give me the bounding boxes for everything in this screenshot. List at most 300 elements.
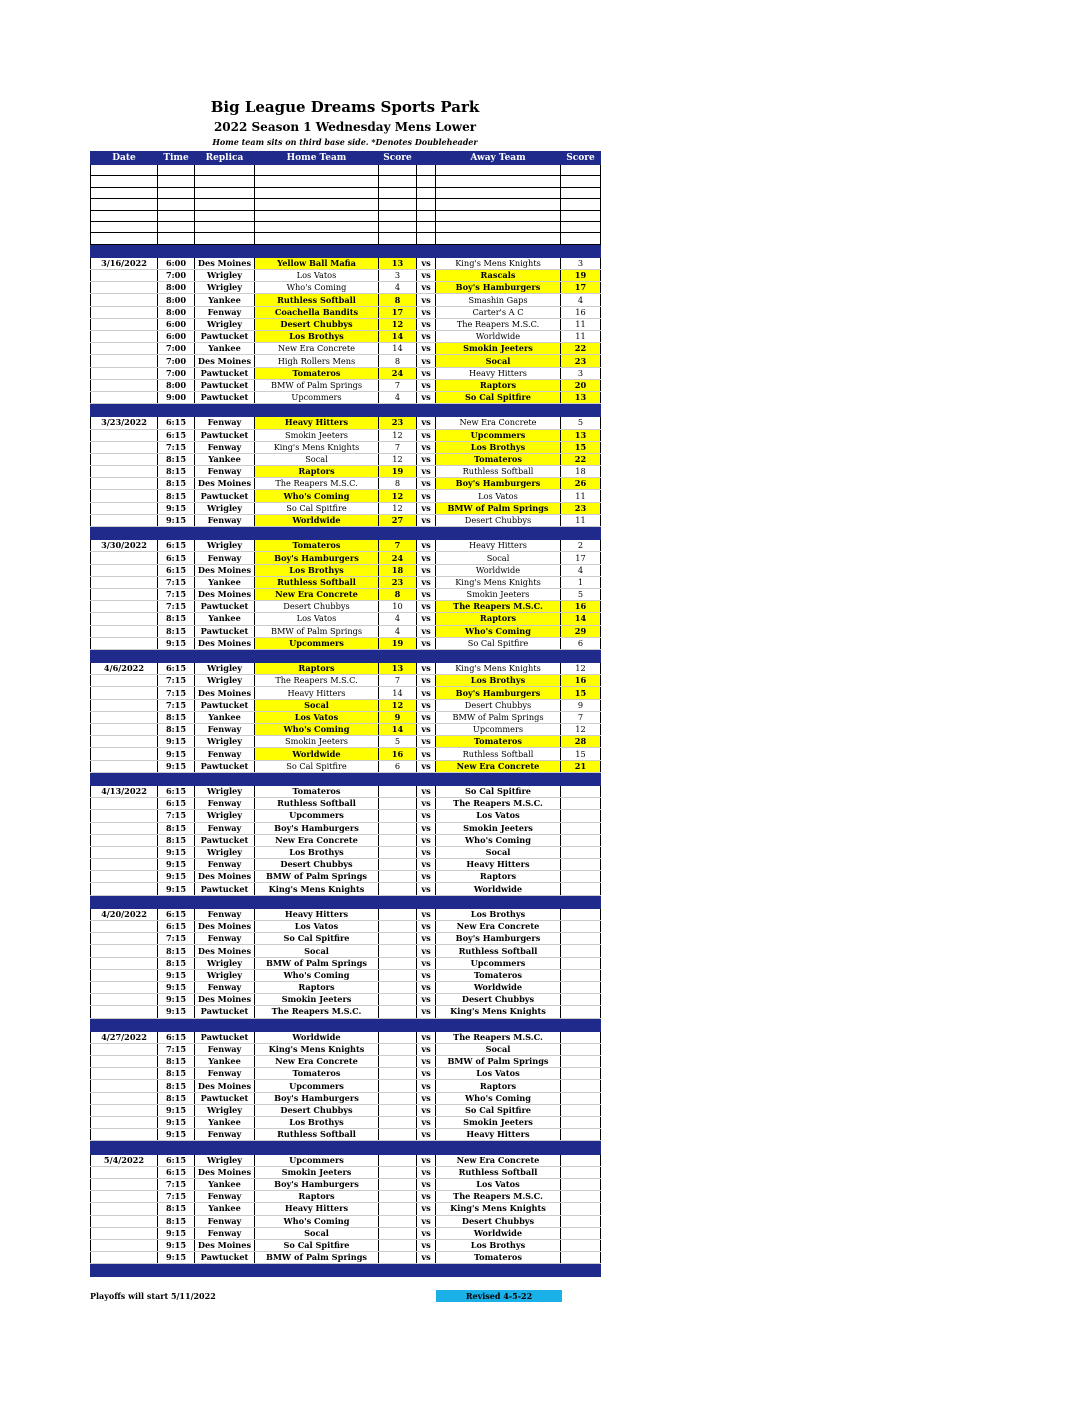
away-score: [561, 969, 601, 981]
game-date: [91, 318, 158, 330]
game-replica: Des Moines: [195, 945, 255, 957]
home-score: [379, 969, 417, 981]
game-time: 9:15: [158, 637, 195, 649]
vs-label: vs: [417, 282, 436, 294]
home-team: Tomateros: [255, 367, 379, 379]
vs-label: vs: [417, 687, 436, 699]
vs-label: vs: [417, 540, 436, 552]
week-separator: [91, 895, 601, 908]
blank-cell: [91, 221, 158, 232]
home-score: 12: [379, 699, 417, 711]
away-team: Desert Chubbys: [436, 699, 561, 711]
game-replica: Wrigley: [195, 675, 255, 687]
game-date: [91, 391, 158, 403]
game-time: 8:15: [158, 1215, 195, 1227]
game-replica: Yankee: [195, 453, 255, 465]
vs-label: vs: [417, 834, 436, 846]
home-team: Smokin Jeeters: [255, 429, 379, 441]
vs-label: vs: [417, 514, 436, 526]
vs-label: vs: [417, 711, 436, 723]
separator-cell: [91, 1018, 158, 1031]
blank-row: [91, 176, 601, 187]
home-score: [379, 933, 417, 945]
blank-cell: [561, 176, 601, 187]
game-date: [91, 343, 158, 355]
game-replica: Wrigley: [195, 1154, 255, 1166]
home-score: [379, 908, 417, 920]
game-date: [91, 1006, 158, 1018]
game-row: [91, 282, 601, 294]
game-replica: Fenway: [195, 417, 255, 429]
away-team: Worldwide: [436, 331, 561, 343]
blank-cell: [436, 176, 561, 187]
away-team: Los Vatos: [436, 1068, 561, 1080]
vs-label: vs: [417, 1227, 436, 1239]
away-score: 15: [561, 441, 601, 453]
vs-label: vs: [417, 846, 436, 858]
game-replica: Pawtucket: [195, 834, 255, 846]
game-time: 9:15: [158, 760, 195, 772]
blank-cell: [561, 233, 601, 244]
game-row: [91, 379, 601, 391]
game-row: [91, 1191, 601, 1203]
home-team: Upcommers: [255, 391, 379, 403]
page-title: Big League Dreams Sports Park: [210, 98, 480, 116]
week-separator: [91, 649, 601, 662]
away-score: [561, 798, 601, 810]
game-replica: Fenway: [195, 514, 255, 526]
separator-cell: [417, 895, 436, 908]
game-replica: Pawtucket: [195, 699, 255, 711]
home-team: So Cal Spitfire: [255, 933, 379, 945]
game-row: [91, 355, 601, 367]
game-date: [91, 429, 158, 441]
vs-label: vs: [417, 822, 436, 834]
game-time: 6:15: [158, 540, 195, 552]
game-replica: Pawtucket: [195, 367, 255, 379]
game-date: [91, 379, 158, 391]
game-date: [91, 1056, 158, 1068]
game-date: [91, 969, 158, 981]
game-date: [91, 798, 158, 810]
home-score: 7: [379, 540, 417, 552]
away-team: The Reapers M.S.C.: [436, 601, 561, 613]
game-replica: Des Moines: [195, 1166, 255, 1178]
away-team: Smokin Jeeters: [436, 343, 561, 355]
away-score: [561, 1166, 601, 1178]
away-score: [561, 846, 601, 858]
vs-label: vs: [417, 1006, 436, 1018]
home-team: Ruthless Softball: [255, 294, 379, 306]
game-date: 4/6/2022: [91, 663, 158, 675]
game-time: 8:15: [158, 957, 195, 969]
game-replica: Yankee: [195, 1203, 255, 1215]
game-time: 6:15: [158, 1031, 195, 1043]
game-time: 6:15: [158, 798, 195, 810]
blank-cell: [195, 199, 255, 210]
away-score: [561, 883, 601, 895]
blank-cell: [255, 187, 379, 198]
away-score: [561, 1043, 601, 1055]
game-row: [91, 306, 601, 318]
separator-cell: [158, 404, 195, 417]
separator-cell: [255, 244, 379, 257]
away-score: 12: [561, 663, 601, 675]
blank-cell: [158, 199, 195, 210]
home-team: Boy's Hamburgers: [255, 1178, 379, 1190]
separator-cell: [417, 649, 436, 662]
home-team: Heavy Hitters: [255, 908, 379, 920]
home-team: New Era Concrete: [255, 834, 379, 846]
game-date: [91, 1104, 158, 1116]
home-score: 14: [379, 687, 417, 699]
vs-label: vs: [417, 933, 436, 945]
blank-cell: [158, 187, 195, 198]
home-score: 27: [379, 514, 417, 526]
game-date: [91, 748, 158, 760]
game-row: [91, 1080, 601, 1092]
home-team: Raptors: [255, 981, 379, 993]
away-team: King's Mens Knights: [436, 663, 561, 675]
game-row: [91, 1227, 601, 1239]
away-team: Los Brothys: [436, 441, 561, 453]
vs-label: vs: [417, 343, 436, 355]
home-score: 3: [379, 270, 417, 282]
away-team: Tomateros: [436, 969, 561, 981]
blank-cell: [158, 165, 195, 176]
away-team: Who's Coming: [436, 1092, 561, 1104]
separator-cell: [379, 772, 417, 785]
separator-cell: [417, 1141, 436, 1154]
game-replica: Pawtucket: [195, 379, 255, 391]
away-team: Ruthless Softball: [436, 945, 561, 957]
game-replica: Wrigley: [195, 502, 255, 514]
away-team: Desert Chubbys: [436, 994, 561, 1006]
game-date: [91, 994, 158, 1006]
home-score: 8: [379, 294, 417, 306]
vs-label: vs: [417, 908, 436, 920]
game-row: [91, 921, 601, 933]
away-score: [561, 957, 601, 969]
game-time: 8:15: [158, 1092, 195, 1104]
separator-cell: [158, 649, 195, 662]
col-header-away-team: Away Team: [436, 152, 561, 165]
game-replica: Pawtucket: [195, 391, 255, 403]
home-score: 24: [379, 367, 417, 379]
game-replica: Fenway: [195, 306, 255, 318]
away-team: Socal: [436, 1043, 561, 1055]
vs-label: vs: [417, 883, 436, 895]
separator-cell: [91, 527, 158, 540]
away-score: 22: [561, 343, 601, 355]
home-team: BMW of Palm Springs: [255, 625, 379, 637]
game-replica: Yankee: [195, 711, 255, 723]
blank-cell: [379, 233, 417, 244]
game-replica: Fenway: [195, 1129, 255, 1141]
game-row: [91, 478, 601, 490]
vs-label: vs: [417, 379, 436, 391]
away-team: Worldwide: [436, 1227, 561, 1239]
col-header-time: Time: [158, 152, 195, 165]
separator-cell: [195, 244, 255, 257]
separator-cell: [379, 244, 417, 257]
home-score: [379, 822, 417, 834]
vs-label: vs: [417, 1092, 436, 1104]
blank-cell: [417, 221, 436, 232]
vs-label: vs: [417, 453, 436, 465]
away-score: 13: [561, 391, 601, 403]
game-date: 4/20/2022: [91, 908, 158, 920]
game-row: [91, 613, 601, 625]
game-row: [91, 429, 601, 441]
game-time: 8:15: [158, 490, 195, 502]
col-header-replica: Replica: [195, 152, 255, 165]
home-team: Raptors: [255, 1191, 379, 1203]
separator-cell: [195, 1141, 255, 1154]
home-team: Tomateros: [255, 785, 379, 797]
separator-cell: [255, 1264, 379, 1277]
game-row: [91, 367, 601, 379]
home-team: Smokin Jeeters: [255, 1166, 379, 1178]
game-replica: Wrigley: [195, 846, 255, 858]
game-row: [91, 663, 601, 675]
blank-cell: [158, 176, 195, 187]
away-score: [561, 994, 601, 1006]
vs-label: vs: [417, 748, 436, 760]
home-score: [379, 1227, 417, 1239]
game-row: [91, 490, 601, 502]
away-score: 28: [561, 736, 601, 748]
revised-badge: Revised 4-5-22: [436, 1290, 562, 1302]
away-team: Los Brothys: [436, 1239, 561, 1251]
vs-label: vs: [417, 391, 436, 403]
home-team: BMW of Palm Springs: [255, 871, 379, 883]
blank-cell: [561, 199, 601, 210]
game-time: 6:15: [158, 1154, 195, 1166]
home-score: [379, 859, 417, 871]
separator-cell: [158, 1018, 195, 1031]
vs-label: vs: [417, 502, 436, 514]
home-team: Coachella Bandits: [255, 306, 379, 318]
game-time: 7:15: [158, 687, 195, 699]
home-score: [379, 1239, 417, 1251]
blank-cell: [436, 187, 561, 198]
home-team: Raptors: [255, 466, 379, 478]
separator-cell: [561, 772, 601, 785]
home-score: 24: [379, 552, 417, 564]
game-time: 8:15: [158, 822, 195, 834]
home-team: So Cal Spitfire: [255, 760, 379, 772]
home-score: [379, 1068, 417, 1080]
away-score: [561, 1092, 601, 1104]
vs-label: vs: [417, 760, 436, 772]
blank-cell: [195, 187, 255, 198]
game-row: [91, 331, 601, 343]
game-time: 7:15: [158, 588, 195, 600]
blank-cell: [436, 199, 561, 210]
game-time: 9:15: [158, 1006, 195, 1018]
separator-cell: [417, 244, 436, 257]
separator-cell: [561, 1018, 601, 1031]
separator-cell: [379, 895, 417, 908]
blank-cell: [417, 187, 436, 198]
game-replica: Fenway: [195, 933, 255, 945]
game-row: [91, 760, 601, 772]
game-replica: Pawtucket: [195, 1252, 255, 1264]
away-score: 15: [561, 748, 601, 760]
game-date: [91, 367, 158, 379]
away-team: Socal: [436, 355, 561, 367]
week-separator: [91, 527, 601, 540]
separator-cell: [379, 527, 417, 540]
away-team: Tomateros: [436, 736, 561, 748]
game-replica: Yankee: [195, 1178, 255, 1190]
away-team: Los Vatos: [436, 810, 561, 822]
game-row: [91, 270, 601, 282]
game-replica: Pawtucket: [195, 429, 255, 441]
game-row: [91, 724, 601, 736]
game-row: [91, 798, 601, 810]
game-row: [91, 933, 601, 945]
game-replica: Wrigley: [195, 969, 255, 981]
home-score: 19: [379, 637, 417, 649]
home-score: 13: [379, 663, 417, 675]
away-score: [561, 1068, 601, 1080]
blank-cell: [195, 210, 255, 221]
home-score: 7: [379, 441, 417, 453]
home-team: Yellow Ball Mafia: [255, 257, 379, 269]
home-team: So Cal Spitfire: [255, 1239, 379, 1251]
home-score: [379, 957, 417, 969]
blank-cell: [255, 221, 379, 232]
vs-label: vs: [417, 367, 436, 379]
away-score: [561, 1154, 601, 1166]
game-time: 6:15: [158, 417, 195, 429]
game-time: 8:00: [158, 282, 195, 294]
away-score: [561, 822, 601, 834]
game-time: 9:15: [158, 871, 195, 883]
home-team: Ruthless Softball: [255, 1129, 379, 1141]
home-score: [379, 810, 417, 822]
away-team: Ruthless Softball: [436, 748, 561, 760]
home-team: Smokin Jeeters: [255, 994, 379, 1006]
away-score: 16: [561, 306, 601, 318]
game-row: [91, 1178, 601, 1190]
col-header-date: Date: [91, 152, 158, 165]
game-time: 8:15: [158, 613, 195, 625]
game-date: [91, 270, 158, 282]
game-time: 6:15: [158, 908, 195, 920]
home-team: Desert Chubbys: [255, 601, 379, 613]
game-row: [91, 318, 601, 330]
away-team: Los Vatos: [436, 490, 561, 502]
away-score: 12: [561, 724, 601, 736]
away-team: King's Mens Knights: [436, 1203, 561, 1215]
home-score: 10: [379, 601, 417, 613]
away-team: The Reapers M.S.C.: [436, 318, 561, 330]
game-replica: Yankee: [195, 294, 255, 306]
blank-cell: [379, 165, 417, 176]
game-replica: Fenway: [195, 981, 255, 993]
away-team: Los Vatos: [436, 1178, 561, 1190]
game-date: [91, 637, 158, 649]
separator-cell: [436, 244, 561, 257]
game-date: [91, 933, 158, 945]
vs-label: vs: [417, 1178, 436, 1190]
game-time: 7:00: [158, 355, 195, 367]
home-score: 5: [379, 736, 417, 748]
vs-label: vs: [417, 257, 436, 269]
away-team: Raptors: [436, 379, 561, 391]
home-team: Socal: [255, 945, 379, 957]
game-date: [91, 1252, 158, 1264]
vs-label: vs: [417, 552, 436, 564]
home-score: [379, 1092, 417, 1104]
separator-cell: [379, 1018, 417, 1031]
game-time: 6:15: [158, 552, 195, 564]
blank-row: [91, 165, 601, 176]
home-score: 12: [379, 318, 417, 330]
separator-cell: [91, 244, 158, 257]
game-time: 7:15: [158, 1191, 195, 1203]
home-score: [379, 1043, 417, 1055]
away-team: Who's Coming: [436, 625, 561, 637]
home-team: Upcommers: [255, 1080, 379, 1092]
away-team: Worldwide: [436, 883, 561, 895]
game-row: [91, 969, 601, 981]
away-team: Desert Chubbys: [436, 1215, 561, 1227]
game-time: 7:15: [158, 576, 195, 588]
blank-cell: [91, 210, 158, 221]
game-date: 5/4/2022: [91, 1154, 158, 1166]
home-team: Socal: [255, 699, 379, 711]
separator-cell: [561, 649, 601, 662]
game-row: [91, 294, 601, 306]
away-team: New Era Concrete: [436, 921, 561, 933]
away-score: 19: [561, 270, 601, 282]
away-score: 7: [561, 711, 601, 723]
game-row: [91, 945, 601, 957]
away-score: 23: [561, 355, 601, 367]
game-time: 6:15: [158, 564, 195, 576]
away-score: 11: [561, 514, 601, 526]
game-date: [91, 883, 158, 895]
game-row: [91, 576, 601, 588]
vs-label: vs: [417, 1068, 436, 1080]
home-score: 4: [379, 613, 417, 625]
home-team: Los Vatos: [255, 613, 379, 625]
game-row: [91, 1154, 601, 1166]
game-date: 4/13/2022: [91, 785, 158, 797]
home-score: 7: [379, 379, 417, 391]
away-score: [561, 1006, 601, 1018]
home-score: 17: [379, 306, 417, 318]
home-score: 12: [379, 490, 417, 502]
vs-label: vs: [417, 675, 436, 687]
home-team: Los Brothys: [255, 331, 379, 343]
vs-label: vs: [417, 466, 436, 478]
home-team: New Era Concrete: [255, 1056, 379, 1068]
separator-cell: [561, 1264, 601, 1277]
game-time: 8:15: [158, 724, 195, 736]
separator-cell: [195, 1018, 255, 1031]
home-team: Worldwide: [255, 748, 379, 760]
game-time: 7:15: [158, 1043, 195, 1055]
game-replica: Des Moines: [195, 871, 255, 883]
separator-cell: [436, 895, 561, 908]
game-date: [91, 1227, 158, 1239]
game-time: 7:15: [158, 810, 195, 822]
